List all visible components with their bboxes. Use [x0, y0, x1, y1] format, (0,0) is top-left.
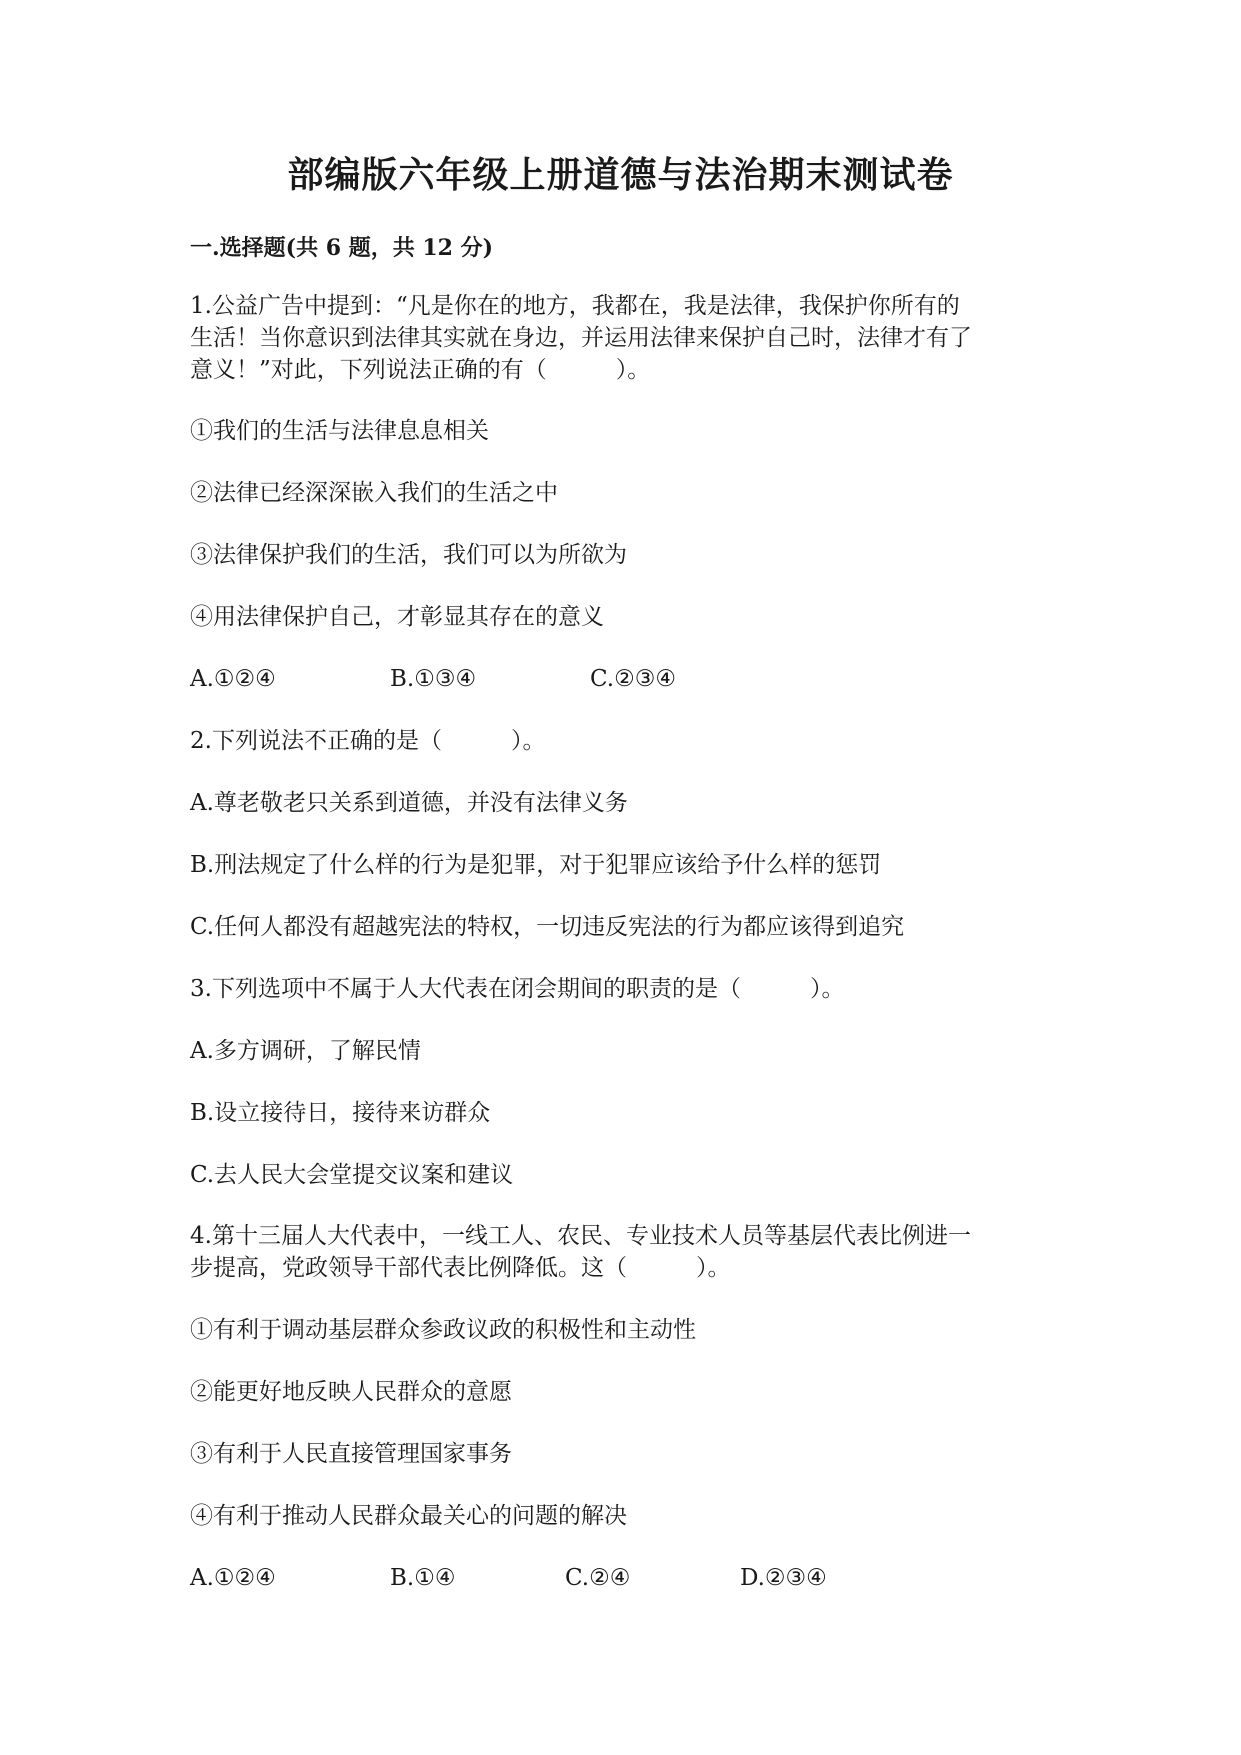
question-4-statement-2: ②能更好地反映人民群众的意愿 [190, 1379, 512, 1405]
question-4-statement-3: ③有利于人民直接管理国家事务 [190, 1441, 512, 1467]
question-1-line-3: 意义！”对此，下列说法正确的有（ ）。 [190, 357, 651, 383]
question-4-option-d: D.②③④ [740, 1565, 827, 1591]
page-title: 部编版六年级上册道德与法治期末测试卷 [287, 154, 954, 196]
question-2-option-c: C.任何人都没有超越宪法的特权，一切违反宪法的行为都应该得到追究 [190, 914, 905, 940]
question-3-option-a: A.多方调研，了解民情 [190, 1038, 421, 1064]
question-1-option-c: C.②③④ [590, 666, 676, 692]
question-1-statement-3: ③法律保护我们的生活，我们可以为所欲为 [190, 542, 627, 568]
question-4-option-c: C.②④ [565, 1565, 631, 1591]
question-1-statement-4: ④用法律保护自己，才彰显其存在的意义 [190, 604, 604, 630]
question-1-line-1: 1.公益广告中提到：“凡是你在的地方，我都在，我是法律，我保护你所有的 [190, 293, 960, 319]
question-4-statement-4: ④有利于推动人民群众最关心的问题的解决 [190, 1503, 627, 1529]
question-4-option-a: A.①②④ [190, 1565, 276, 1591]
question-3-stem: 3.下列选项中不属于人大代表在闭会期间的职责的是（ ）。 [190, 976, 845, 1002]
question-3-option-b: B.设立接待日，接待来访群众 [190, 1100, 491, 1126]
section-heading: 一.选择题(共 6 题，共 12 分) [190, 235, 494, 261]
question-1-statement-2: ②法律已经深深嵌入我们的生活之中 [190, 480, 558, 506]
question-1-option-a: A.①②④ [190, 666, 276, 692]
question-2-stem: 2.下列说法不正确的是（ ）。 [190, 728, 546, 754]
question-2-option-a: A.尊老敬老只关系到道德，并没有法律义务 [190, 790, 628, 816]
question-1-statement-1: ①我们的生活与法律息息相关 [190, 418, 489, 444]
question-1-line-2: 生活！当你意识到法律其实就在身边，并运用法律来保护自己时，法律才有了 [190, 325, 972, 351]
question-2-option-b: B.刑法规定了什么样的行为是犯罪，对于犯罪应该给予什么样的惩罚 [190, 852, 882, 878]
question-1-option-b: B.①③④ [390, 666, 477, 692]
question-4-line-1: 4.第十三届人大代表中，一线工人、农民、专业技术人员等基层代表比例进一 [190, 1223, 971, 1249]
question-3-option-c: C.去人民大会堂提交议案和建议 [190, 1162, 514, 1188]
question-4-line-2: 步提高，党政领导干部代表比例降低。这（ ）。 [190, 1255, 731, 1281]
question-4-statement-1: ①有利于调动基层群众参政议政的积极性和主动性 [190, 1317, 696, 1343]
question-4-option-b: B.①④ [390, 1565, 456, 1591]
